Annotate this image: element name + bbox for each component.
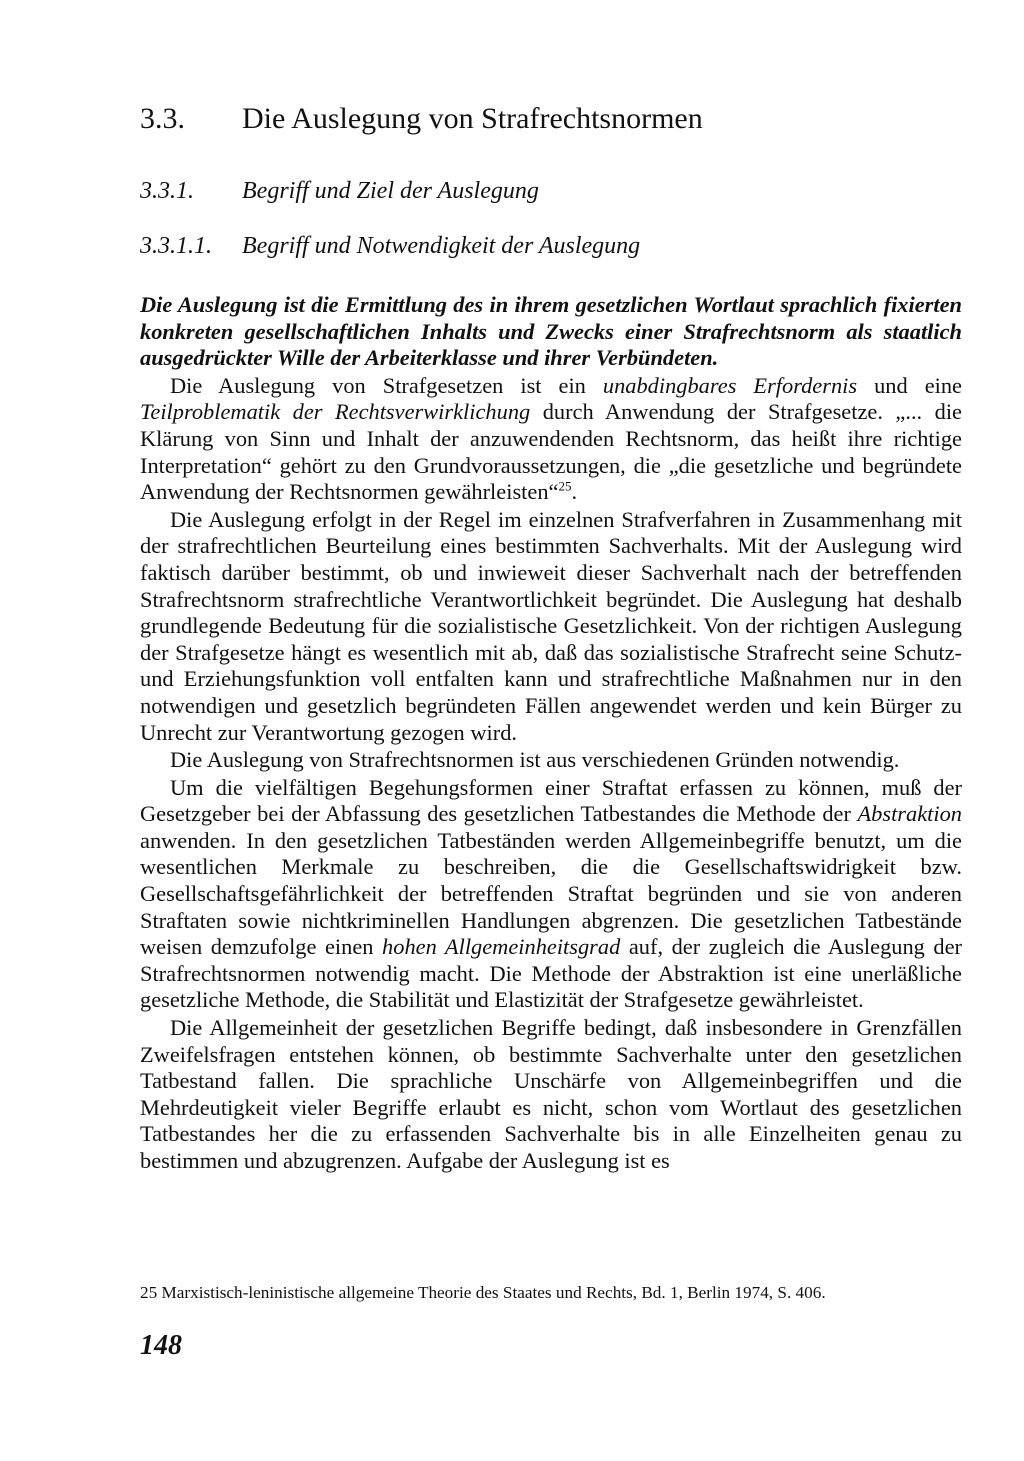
footnote-marker: 25 xyxy=(558,478,572,494)
section-heading-3-3 xyxy=(140,100,703,138)
definition-paragraph: Die Auslegung ist die Ermittlung des in ihrem gesetzlichen Wortlaut sprachlich fixierten konkreten gesellschaftlichen Inhalts und Zwecks einer Strafrechtsnorm als staatlich ausgedrückter Wille der Arbeiterklasse und ihrer Verbündeten. xyxy=(140,292,962,371)
emphasis: hohen Allgemeinheitsgrad xyxy=(382,934,621,960)
subsection-heading-3-3-1-1 xyxy=(140,231,640,261)
emphasis: Abstraktion xyxy=(857,801,962,827)
page-number: 148 xyxy=(140,1330,182,1361)
paragraph-3: Die Auslegung von Strafrechtsnormen ist aus verschiedenen Gründen notwendig. xyxy=(170,747,900,773)
paragraph-4 xyxy=(140,775,962,1014)
text-run: . xyxy=(571,479,578,505)
text-run: durch Anwendung der Strafgesetze. „... die Klärung von Sinn und Inhalt der anzuwendenden Rechtsnorm, das heißt ihre richtige Interpretation“ gehört zu den Grundvoraussetzungen, die „die gesetzliche und begründete Anwendung der Rechtsnormen gewährleisten“ xyxy=(140,399,962,505)
paragraph-1 xyxy=(140,373,962,506)
subsubsection-number: 3.3.1.1. xyxy=(140,233,212,259)
section-title: Die Auslegung von Strafrechtsnormen xyxy=(242,102,703,135)
emphasis: Teilproblematik der Rechtsverwirklichung xyxy=(140,399,531,425)
footnote-25: 25 Marxistisch-leninistische allgemeine Theorie des Staates und Rechts, Bd. 1, Berlin 1974, S. 406. xyxy=(140,1283,826,1302)
text-run: Um die vielfältigen Begehungsformen einer Straftat erfassen zu können, muß der Gesetzgeber bei der Abfassung des gesetzlichen Tatbestandes die Methode der xyxy=(140,774,962,827)
subsection-title: Begriff und Ziel der Auslegung xyxy=(242,178,539,204)
text-run: Die Auslegung von Strafgesetzen ist ein xyxy=(170,372,603,398)
body-text xyxy=(140,292,962,1175)
paragraph-5: Die Allgemeinheit der gesetzlichen Begriffe bedingt, daß insbesondere in Grenzfällen Zweifelsfragen entstehen können, ob bestimmte Sachverhalte unter den gesetzlichen Tatbestand fallen. Die sprachliche Unschärfe von Allgemeinbegriffen und die Mehrdeutigkeit vieler Begriffe erlaubt es nicht, schon vom Wortlaut des gesetzlichen Tatbestandes her die zu erfassenden Sachverhalte bis in alle Einzelheiten genau zu bestimmen und abzugrenzen. Aufgabe der Auslegung ist es xyxy=(140,1015,962,1173)
text-run: und eine xyxy=(857,372,962,398)
text-run: anwenden. In den gesetzlichen Tatbeständen werden Allgemeinbegriffe benutzt, um die wesentlichen Merkmale zu beschreiben, die die Gesellschaftswidrigkeit bzw. Gesellschaftsgefährlichkeit der betreffenden Straftat begründen und sie von anderen Straftaten sowie nichtkriminellen Handlungen abgrenzen. Die gesetzlichen Tatbestände weisen demzufolge einen xyxy=(140,827,962,960)
paragraph-2: Die Auslegung erfolgt in der Regel im einzelnen Strafverfahren in Zusammenhang mit der strafrechtlichen Beurteilung eines bestimmten Sachverhalts. Mit der Auslegung wird faktisch darüber bestimmt, ob und inwieweit dieser Sachverhalt nach der betreffenden Strafrechtsnorm strafrechtliche Verantwortlichkeit begründet. Die Auslegung hat deshalb grundlegende Bedeutung für die sozialistische Gesetzlichkeit. Von der richtigen Auslegung der Strafgesetze hängt es wesentlich mit ab, daß das sozialistische Strafrecht seine Schutz- und Erziehungsfunktion voll entfalten kann und strafrechtliche Maßnahmen nur in den notwendigen und gesetzlich begründeten Fällen angewendet werden und kein Bürger zu Unrecht zur Verantwortung gezogen wird. xyxy=(140,506,962,745)
emphasis: unabdingbares Erfordernis xyxy=(602,372,858,398)
subsubsection-title: Begriff und Notwendigkeit der Auslegung xyxy=(242,233,641,259)
subsection-number: 3.3.1. xyxy=(140,178,194,204)
section-number: 3.3. xyxy=(140,102,185,135)
subsection-heading-3-3-1 xyxy=(140,176,539,206)
text-run: auf, der zugleich die Auslegung der Strafrechtsnormen notwendig macht. Die Methode der Abstraktion ist eine unerläßliche gesetzliche Methode, die Stabilität und Elastizität der Strafgesetze gewährleistet. xyxy=(140,934,963,1013)
